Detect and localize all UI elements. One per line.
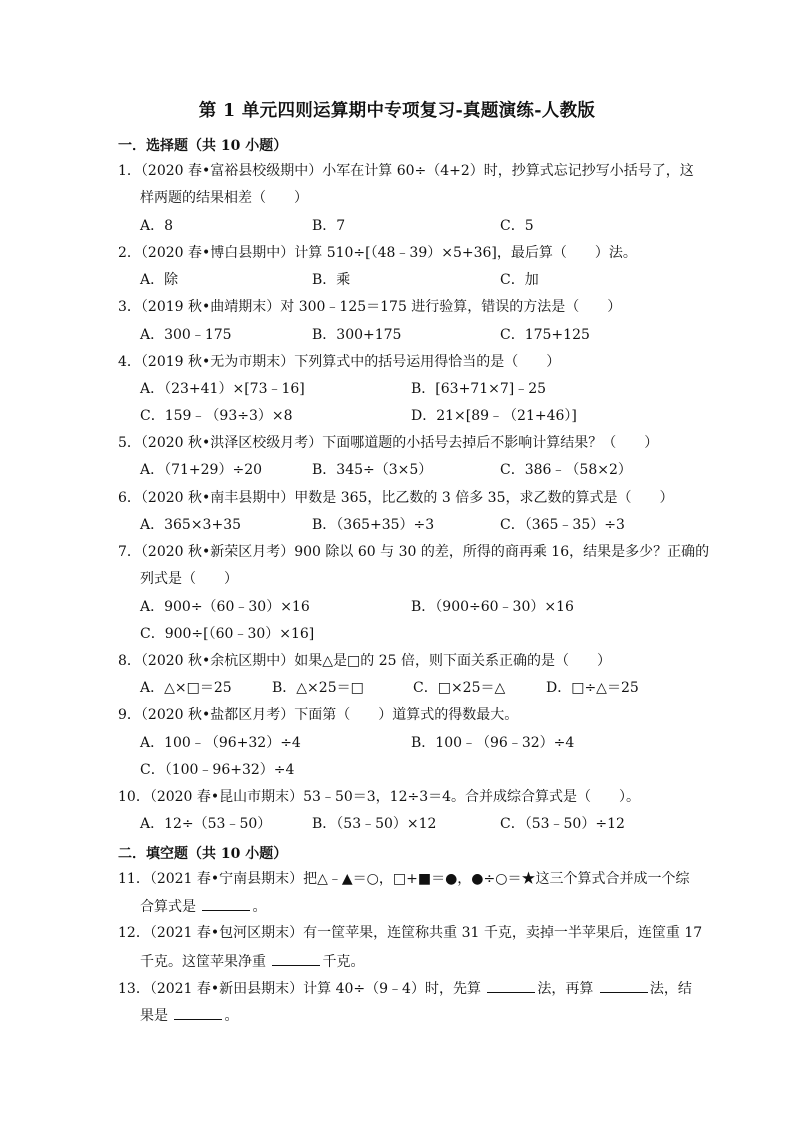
question-13-line2-prefix: 果是 (140, 1008, 168, 1024)
question-10-option-c: C．（53﹣50）÷12 (500, 816, 625, 832)
question-2-text: 2．（2020 春•博白县期中）计算 510÷[（48﹣39）×5+36]，最后算（ ）法。 (118, 245, 637, 261)
question-1-option-a: A．8 (140, 218, 174, 234)
question-9-option-a: A．100﹣（96+32）÷4 (140, 735, 301, 751)
question-3-option-a: A．300﹣175 (140, 327, 232, 343)
question-10-option-a: A．12÷（53﹣50） (140, 816, 272, 832)
question-10-option-b: B．（53﹣50）×12 (312, 816, 437, 832)
question-8-option-c: C．□×25＝△ (413, 680, 506, 696)
answer-blank-13a[interactable] (487, 979, 535, 993)
question-3-option-c: C．175+125 (500, 327, 590, 343)
answer-blank-12[interactable] (272, 952, 320, 966)
question-1-option-b: B．7 (312, 218, 346, 234)
question-8-text: 8．（2020 秋•余杭区期中）如果△是□的 25 倍，则下面关系正确的是（ ） (118, 653, 611, 669)
question-9-text: 9．（2020 秋•盐都区月考）下面第（ ）道算式的得数最大。 (118, 707, 519, 723)
question-9-option-c: C．（100﹣96+32）÷4 (140, 762, 295, 778)
question-13-text-cont (140, 1006, 700, 1025)
question-1-text-cont: 样两题的结果相差（ ） (140, 190, 308, 206)
question-13-prefix: 13．（2021 春•新田县期末）计算 40÷（9﹣4）时，先算 (118, 981, 481, 997)
question-4-option-b: B．[63+71×7]﹣25 (411, 381, 547, 397)
question-12-text: 12．（2021 春•包河区期末）有一筐苹果，连筐称共重 31 千克，卖掉一半苹果后，连筐重 17 (118, 925, 703, 941)
question-1-text: 1．（2020 春•富裕县校级期中）小军在计算 60÷（4+2）时，抄算式忘记抄写小括号了，这 (118, 163, 694, 179)
question-6-option-b: B．（365+35）÷3 (312, 517, 435, 533)
question-6-text: 6．（2020 秋•南丰县期中）甲数是 365，比乙数的 3 倍多 35，求乙数的算式是（ ） (118, 490, 674, 506)
question-10-text: 10．（2020 春•昆山市期末）53﹣50＝3，12÷3＝4。合并成综合算式是（ ）。 (118, 789, 641, 805)
question-11-suffix: 。 (252, 899, 267, 915)
question-12-prefix: 千克。这筐苹果净重 (140, 954, 266, 970)
question-3-option-b: B．300+175 (312, 327, 402, 343)
question-13-line2-suffix: 。 (224, 1008, 239, 1024)
section-multiple-choice: 一．选择题（共 10 小题） (118, 138, 288, 154)
question-1-option-c: C．5 (500, 218, 534, 234)
answer-blank-11[interactable] (202, 897, 250, 911)
question-3-text: 3．（2019 秋•曲靖期末）对 300﹣125＝175 进行验算，错误的方法是（ ） (118, 299, 622, 315)
question-2-option-c: C．加 (500, 272, 539, 288)
question-5-option-b: B．345÷（3×5） (312, 462, 433, 478)
question-7-text-cont: 列式是（ ） (140, 571, 238, 587)
question-4-option-c: C．159﹣（93÷3）×8 (140, 408, 293, 424)
question-8-option-b: B．△×25＝□ (272, 680, 364, 696)
answer-blank-13b[interactable] (600, 979, 648, 993)
question-5-option-c: C．386﹣（58×2） (500, 462, 632, 478)
question-9-option-b: B．100﹣（96﹣32）÷4 (411, 735, 575, 751)
question-8-option-a: A．△×□＝25 (140, 680, 232, 696)
question-2-option-a: A．除 (140, 272, 179, 288)
question-11-text-cont (140, 897, 700, 916)
question-4-option-a: A．（23+41）×[73﹣16] (140, 381, 305, 397)
question-4-option-d: D．21×[89﹣（21+46）] (411, 408, 577, 424)
question-11-text: 11．（2021 春•宁南县期末）把△﹣▲＝○，□+■＝●，●÷○＝★这三个算式合并成一个综 (118, 871, 690, 887)
question-13-mid: 法，再算 (537, 981, 594, 997)
question-12-suffix: 千克。 (322, 954, 365, 970)
question-11-prefix: 合算式是 (140, 899, 196, 915)
question-8-option-d: D．□÷△＝25 (546, 680, 639, 696)
question-13-text (118, 979, 692, 998)
question-7-option-a: A．900÷（60﹣30）×16 (140, 599, 310, 615)
question-6-option-a: A．365×3+35 (140, 517, 242, 533)
section-fill-in-blank: 二．填空题（共 10 小题） (118, 846, 288, 862)
question-6-option-c: C．（365﹣35）÷3 (500, 517, 625, 533)
answer-blank-13c[interactable] (174, 1006, 222, 1020)
question-7-option-b: B．（900÷60﹣30）×16 (411, 599, 574, 615)
page-title: 第 1 单元四则运算期中专项复习-真题演练-人教版 (198, 101, 596, 121)
question-5-option-a: A．（71+29）÷20 (140, 462, 263, 478)
question-7-text: 7．（2020 秋•新荣区月考）900 除以 60 与 30 的差，所得的商再乘 16，结果是多少？正确的 (118, 544, 710, 560)
question-2-option-b: B．乘 (312, 272, 351, 288)
question-4-text: 4．（2019 秋•无为市期末）下列算式中的括号运用得恰当的是（ ） (118, 354, 561, 370)
question-12-text-cont (140, 952, 700, 971)
question-7-option-c: C．900÷[（60﹣30）×16] (140, 626, 315, 642)
question-5-text: 5．（2020 秋•洪泽区校级月考）下面哪道题的小括号去掉后不影响计算结果？（ ） (118, 435, 659, 451)
question-13-post: 法，结 (649, 981, 692, 997)
